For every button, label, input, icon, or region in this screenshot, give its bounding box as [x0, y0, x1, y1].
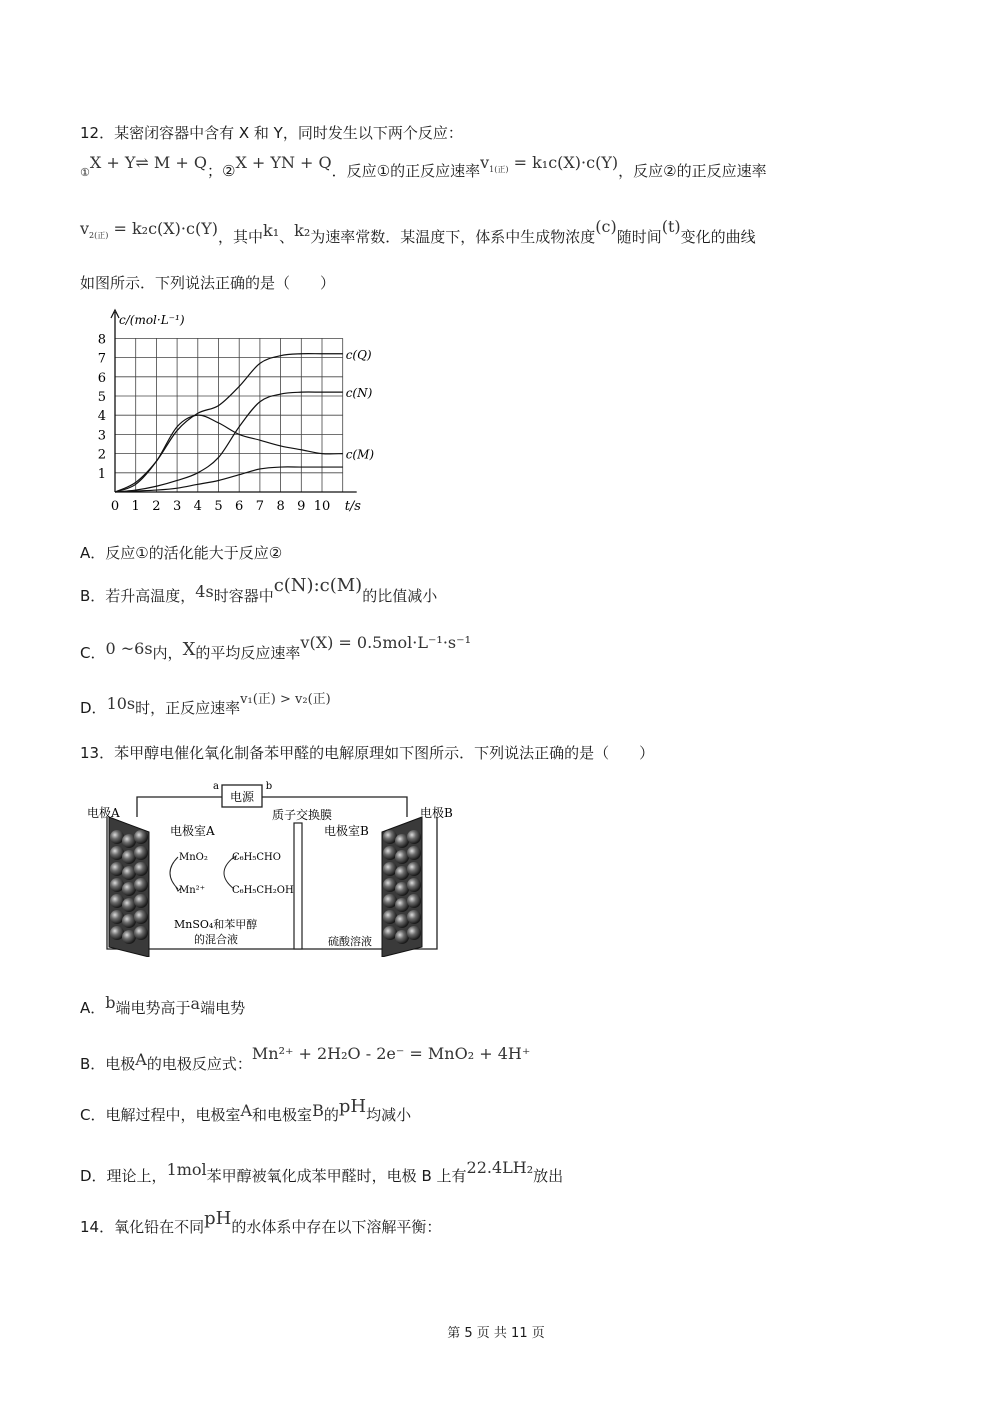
q13b-a: A: [135, 1050, 147, 1069]
electrode-sphere: [407, 926, 421, 940]
reaction1-mark: ①: [80, 166, 90, 179]
q13-stem: 13．苯甲醇电催化氧化制备苯甲醛的电解原理如下图所示．下列说法正确的是（ ）: [80, 744, 655, 762]
q13c-text4: 均减小: [366, 1106, 412, 1124]
t-symbol: (t): [661, 217, 681, 236]
q12-option-d: [80, 692, 331, 718]
x-tick-label: 5: [214, 499, 223, 514]
electrode-sphere: [134, 830, 148, 844]
mixture-label-line1: MnSO₄和苯甲醇: [174, 918, 258, 931]
q12b-text3: 的比值减小: [362, 587, 438, 605]
electrode-sphere: [407, 878, 421, 892]
q12-option-c: [80, 633, 471, 663]
q12-text-wherein: ，其中: [218, 228, 264, 246]
q12-option-b: [80, 575, 438, 606]
q13-option-d: [80, 1158, 564, 1186]
rate2-expr: = k₂c(X)·c(Y): [113, 219, 219, 238]
q13a-a: a: [190, 994, 201, 1013]
electrode-sphere: [134, 926, 148, 940]
q12c-range: 0 ~6s: [105, 639, 153, 658]
page-footer: 第 5 页 共 11 页: [447, 1326, 545, 1341]
series-line-cn: [115, 392, 343, 492]
mn2-label: Mn²⁺: [179, 885, 205, 896]
q13a-text2: 端电势高于: [115, 999, 191, 1017]
x-tick-label: 1: [131, 499, 140, 514]
y-tick-label: 4: [97, 409, 106, 425]
electrode-sphere: [134, 878, 148, 892]
q13d-text2: 苯甲醇被氧化成苯甲醛时，电极 B 上有: [206, 1167, 467, 1185]
electrode-a-label: 电极A: [87, 806, 120, 820]
electrode-sphere: [122, 898, 136, 912]
benzyl-alcohol-label: C₆H₅CH₂OH: [232, 885, 294, 896]
q12-text-time: 随时间: [616, 228, 662, 246]
x-tick-label: 9: [297, 499, 306, 514]
rate2-formula: [80, 219, 219, 241]
series-label: c(N): [345, 386, 373, 401]
mno2-label: MnO₂: [179, 852, 208, 863]
electrolysis-diagram: [82, 777, 467, 957]
electrode-sphere: [395, 930, 409, 944]
electrode-sphere: [122, 882, 136, 896]
y-tick-label: 7: [97, 351, 106, 367]
q13c-text2: 和电极室: [252, 1106, 313, 1124]
room-b-label: 电极室B: [324, 824, 369, 838]
q13a-b: b: [105, 993, 116, 1012]
q13d-text1: D．理论上，: [80, 1167, 167, 1185]
q14-stem: [80, 1208, 442, 1237]
electrode-sphere: [134, 894, 148, 908]
terminal-b-label: b: [265, 781, 273, 792]
electrode-sphere: [383, 894, 397, 908]
reaction1-equation: X + Y⇌ M + Q: [89, 153, 207, 172]
q12d-compare: v₁(正) > v₂(正): [240, 692, 331, 707]
q13a-text1: A．: [80, 999, 106, 1017]
q12c-x: X: [182, 639, 196, 660]
electrode-sphere: [110, 862, 124, 876]
q12b-text1: B．若升高温度，: [80, 587, 196, 605]
q12-text-curve: 变化的曲线: [680, 228, 756, 246]
electrode-b-plate: [382, 817, 422, 957]
y-axis-label: c/(mol·L⁻¹): [119, 313, 185, 327]
q12-text-rate2: ，反应②的正反应速率: [618, 162, 767, 180]
benzaldehyde-label: C₆H₅CHO: [232, 852, 281, 863]
q13-option-c: [80, 1096, 412, 1125]
q12b-text2: 时容器中: [213, 587, 274, 605]
q13c-a: A: [240, 1101, 253, 1120]
electrode-a-plate: [109, 817, 149, 957]
x-axis-label: t/s: [344, 499, 361, 514]
q14-ph: pH: [204, 1208, 232, 1229]
q12c-rate: v(X) = 0.5mol·L⁻¹·s⁻¹: [300, 633, 471, 652]
terminal-a-label: a: [213, 781, 219, 792]
q12c-text3: 的平均反应速率: [195, 644, 301, 662]
k1-symbol: k₁: [263, 221, 280, 240]
q12-stem-line1: 12．某密闭容器中含有 X 和 Y，同时发生以下两个反应：: [80, 124, 463, 142]
electrode-sphere: [122, 914, 136, 928]
electrode-sphere: [395, 850, 409, 864]
q12-stem-line4: 如图所示．下列说法正确的是（ ）: [80, 274, 336, 292]
electrode-sphere: [134, 862, 148, 876]
electrode-sphere: [383, 926, 397, 940]
y-tick-label: 3: [97, 428, 106, 444]
q13-option-a: [80, 993, 246, 1018]
electrode-sphere: [395, 882, 409, 896]
wire-left: [137, 797, 222, 817]
proton-exchange-membrane: [294, 823, 302, 949]
electrode-sphere: [407, 830, 421, 844]
x-tick-label: 2: [152, 499, 161, 514]
x-tick-label: 4: [193, 499, 202, 514]
q12-option-a: A．反应①的活化能大于反应②: [80, 544, 283, 562]
electrode-sphere: [395, 914, 409, 928]
rate2-sub: 2(正): [89, 231, 109, 241]
y-tick-label: 8: [97, 332, 106, 348]
x-tick-label: 10: [313, 499, 331, 514]
electrode-sphere: [383, 910, 397, 924]
electrode-sphere: [134, 846, 148, 860]
arrow-mn-cycle-left: [170, 857, 178, 889]
electrode-sphere: [383, 862, 397, 876]
mixture-label-line2: 的混合液: [194, 933, 238, 946]
membrane-label: 质子交换膜: [272, 808, 333, 822]
q13b-text2: 的电极反应式：: [146, 1055, 252, 1073]
electrode-sphere: [110, 926, 124, 940]
acid-solution-label: 硫酸溶液: [328, 935, 372, 948]
electrode-sphere: [134, 910, 148, 924]
q12-text-conc: 为速率常数．某温度下，体系中生成物浓度: [310, 228, 596, 246]
q13c-text1: C．电解过程中，电极室: [80, 1106, 241, 1124]
y-tick-label: 6: [97, 370, 106, 386]
rate1-formula: [480, 153, 619, 175]
q12-stem-line2: [80, 153, 767, 183]
y-tick-label: 2: [97, 447, 106, 463]
electrode-sphere: [395, 866, 409, 880]
q12c-text1: C．: [80, 644, 106, 662]
electrode-sphere: [110, 910, 124, 924]
electrode-sphere: [383, 878, 397, 892]
electrode-b-label: 电极B: [420, 806, 453, 820]
electrode-sphere: [110, 846, 124, 860]
y-tick-label: 1: [97, 466, 106, 482]
room-a-label: 电极室A: [170, 824, 215, 838]
x-tick-label: 6: [235, 499, 244, 514]
reaction2-equation: X + YN + Q: [235, 153, 332, 172]
electrode-sphere: [122, 834, 136, 848]
q13b-text1: B．电极: [80, 1055, 136, 1073]
q12b-ratio: c(N):c(M): [273, 575, 363, 596]
electrode-sphere: [407, 862, 421, 876]
q12-stem-line3: [80, 217, 756, 249]
q12b-time: 4s: [195, 582, 214, 601]
electrode-sphere: [383, 846, 397, 860]
rate1-v: v: [480, 153, 490, 172]
rate2-v: v: [80, 219, 90, 238]
electrode-sphere: [407, 910, 421, 924]
reaction2-mark: ；②: [206, 162, 236, 180]
electrode-sphere: [110, 878, 124, 892]
x-tick-label: 7: [255, 499, 265, 514]
electrode-sphere: [110, 894, 124, 908]
power-label: 电源: [229, 790, 255, 804]
x-tick-label: 0: [110, 499, 120, 514]
k-separator: 、: [279, 228, 295, 246]
electrode-sphere: [122, 866, 136, 880]
series-label: c(Q): [345, 347, 372, 362]
electrode-sphere: [407, 894, 421, 908]
q13c-ph: pH: [338, 1096, 367, 1117]
k2-symbol: k₂: [294, 221, 311, 240]
c-symbol: (c): [595, 217, 617, 236]
q13d-amount: 1mol: [166, 1160, 207, 1179]
q13b-equation: Mn²⁺ + 2H₂O - 2e⁻ = MnO₂ + 4H⁺: [251, 1044, 531, 1063]
y-tick-label: 5: [97, 390, 106, 405]
q13d-volume: 22.4LH₂: [466, 1158, 534, 1177]
q13c-text3: 的: [323, 1106, 339, 1124]
q12d-text2: 时，正反应速率: [135, 699, 241, 717]
q13-option-b: [80, 1044, 531, 1074]
electrode-sphere: [407, 846, 421, 860]
electrode-sphere: [122, 850, 136, 864]
concentration-time-chart: [85, 302, 385, 520]
q12d-time: 10s: [106, 694, 136, 713]
electrode-sphere: [122, 930, 136, 944]
q14-text1: 14．氧化铅在不同: [80, 1218, 205, 1236]
q13c-b: B: [312, 1101, 324, 1120]
q14-text2: 的水体系中存在以下溶解平衡：: [231, 1218, 442, 1236]
electrode-sphere: [110, 830, 124, 844]
q12-text-rate1: ．反应①的正反应速率: [331, 162, 481, 180]
q13d-text3: 放出: [533, 1167, 564, 1185]
series-label: c(M): [345, 447, 375, 462]
electrode-sphere: [383, 830, 397, 844]
x-tick-label: 8: [276, 499, 285, 514]
electrode-sphere: [395, 898, 409, 912]
electrode-sphere: [395, 834, 409, 848]
rate1-sub: 1(正): [489, 165, 509, 175]
q13a-text3: 端电势: [200, 999, 246, 1017]
rate1-expr: = k₁c(X)·c(Y): [513, 153, 619, 172]
q12c-text2: 内，: [152, 644, 183, 662]
x-tick-label: 3: [172, 499, 182, 514]
q12d-text1: D．: [80, 699, 107, 717]
